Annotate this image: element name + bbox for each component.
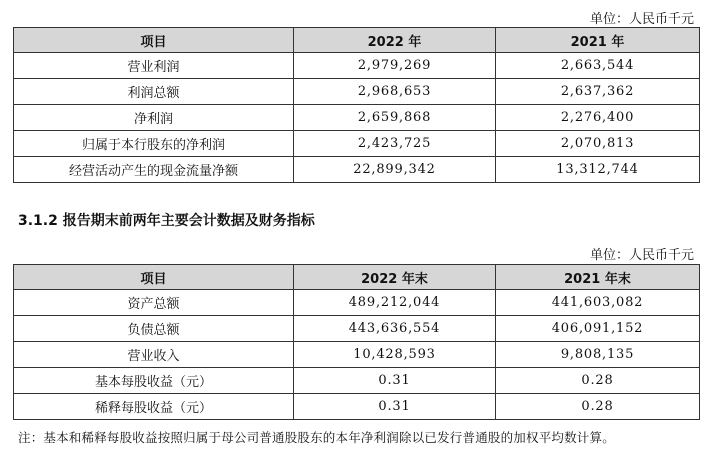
column-header-item: 项目 xyxy=(14,265,294,290)
cell-value: 443,636,554 xyxy=(294,316,496,342)
footnote: 注：基本和稀释每股收益按照归属于母公司普通股股东的本年净利润除以已发行普通股的加权平均数计算。 xyxy=(18,430,615,445)
cell-value: 0.28 xyxy=(496,368,700,394)
cell-value: 0.31 xyxy=(294,394,496,420)
table1-unit-label: 单位：人民币千元 xyxy=(589,12,694,27)
cell-value: 0.28 xyxy=(496,394,700,420)
section-heading: 3.1.2 报告期末前两年主要会计数据及财务指标 xyxy=(18,213,315,229)
cell-value: 441,603,082 xyxy=(496,290,700,316)
profit-table xyxy=(13,27,700,183)
column-header-year: 2022 年末 xyxy=(294,265,496,290)
table-row xyxy=(14,157,700,183)
table-header-row xyxy=(14,265,700,290)
balance-table xyxy=(13,264,700,420)
table2-unit-label: 单位：人民币千元 xyxy=(589,248,694,263)
row-label: 负债总额 xyxy=(14,316,294,342)
cell-value: 2,070,813 xyxy=(496,131,700,157)
cell-value: 2,659,868 xyxy=(294,105,496,131)
row-label: 资产总额 xyxy=(14,290,294,316)
table-row xyxy=(14,342,700,368)
cell-value: 10,428,593 xyxy=(294,342,496,368)
cell-value: 2,637,362 xyxy=(496,79,700,105)
row-label: 利润总额 xyxy=(14,79,294,105)
cell-value: 2,663,544 xyxy=(496,53,700,79)
column-header-year: 2021 年 xyxy=(496,28,700,53)
table-row xyxy=(14,316,700,342)
row-label: 营业收入 xyxy=(14,342,294,368)
row-label: 归属于本行股东的净利润 xyxy=(14,131,294,157)
cell-value: 489,212,044 xyxy=(294,290,496,316)
row-label: 经营活动产生的现金流量净额 xyxy=(14,157,294,183)
table-row xyxy=(14,79,700,105)
column-header-item: 项目 xyxy=(14,28,294,53)
cell-value: 0.31 xyxy=(294,368,496,394)
cell-value: 2,423,725 xyxy=(294,131,496,157)
row-label: 稀释每股收益（元） xyxy=(14,394,294,420)
cell-value: 22,899,342 xyxy=(294,157,496,183)
table-row xyxy=(14,131,700,157)
row-label: 净利润 xyxy=(14,105,294,131)
table-row xyxy=(14,394,700,420)
cell-value: 406,091,152 xyxy=(496,316,700,342)
table-row xyxy=(14,53,700,79)
table-row xyxy=(14,290,700,316)
cell-value: 9,808,135 xyxy=(496,342,700,368)
table-header-row xyxy=(14,28,700,53)
table-row xyxy=(14,105,700,131)
cell-value: 2,968,653 xyxy=(294,79,496,105)
cell-value: 2,276,400 xyxy=(496,105,700,131)
table-row xyxy=(14,368,700,394)
column-header-year: 2021 年末 xyxy=(496,265,700,290)
row-label: 基本每股收益（元） xyxy=(14,368,294,394)
cell-value: 2,979,269 xyxy=(294,53,496,79)
column-header-year: 2022 年 xyxy=(294,28,496,53)
cell-value: 13,312,744 xyxy=(496,157,700,183)
row-label: 营业利润 xyxy=(14,53,294,79)
